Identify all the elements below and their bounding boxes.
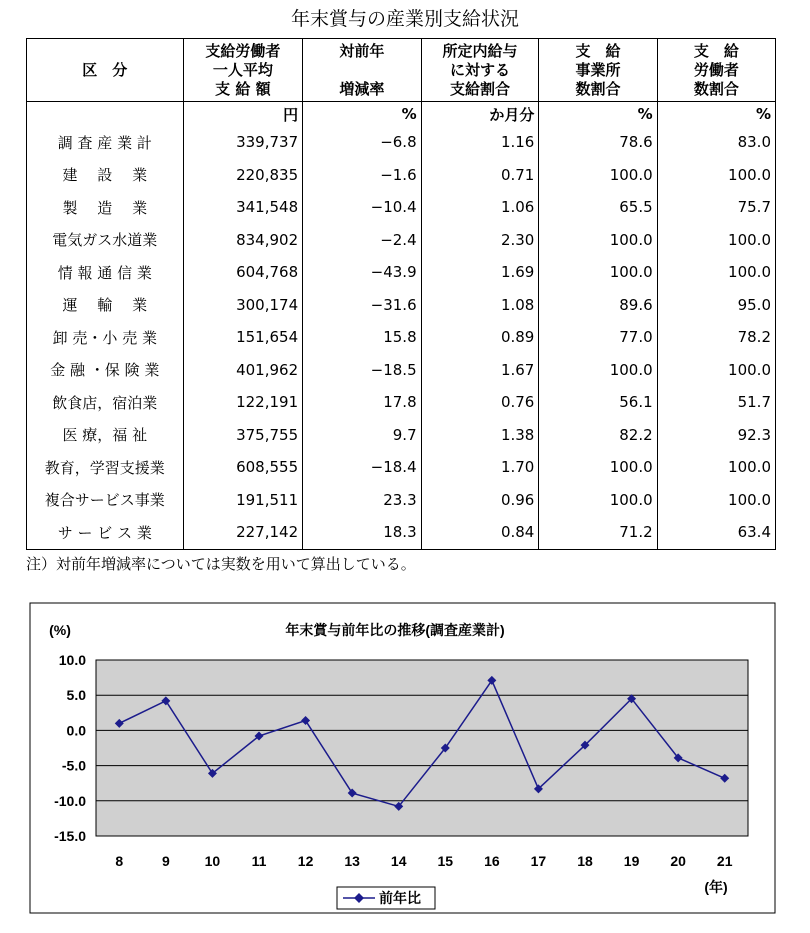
table-cell: −1.6 <box>303 159 422 192</box>
legend <box>337 887 435 909</box>
table-cell: −10.4 <box>303 191 422 224</box>
table-cell: 0.71 <box>421 159 539 192</box>
industry-name: 複合サービス事業 <box>27 484 184 517</box>
industry-name: 医 療，福 祉 <box>27 419 184 452</box>
column-header-line: 支 給 <box>693 41 739 60</box>
table-cell: 0.84 <box>421 516 539 549</box>
table-cell: 341,548 <box>183 191 303 224</box>
table-cell: −18.5 <box>303 354 422 387</box>
table-cell: 100.0 <box>657 484 775 517</box>
column-header-line: 区 分 <box>82 60 128 79</box>
industry-name: 建 設 業 <box>27 159 184 192</box>
unit-cell: 円 <box>183 102 303 127</box>
table-cell: 604,768 <box>183 256 303 289</box>
table-cell: 65.5 <box>539 191 657 224</box>
table-cell: 300,174 <box>183 289 303 322</box>
table-cell: 1.69 <box>421 256 539 289</box>
table-cell: 75.7 <box>657 191 775 224</box>
column-header-line: 数割合 <box>693 79 739 98</box>
plot-area <box>96 660 748 836</box>
table-cell: 56.1 <box>539 386 657 419</box>
column-header-line: 支給労働者 <box>205 41 281 60</box>
x-tick-label: 17 <box>530 853 547 869</box>
industry-name: 金 融 ・保 険 業 <box>27 354 184 387</box>
x-tick-label: 18 <box>577 853 593 869</box>
x-tick-label: 14 <box>390 853 407 869</box>
table-cell: 100.0 <box>539 354 657 387</box>
table-cell: 15.8 <box>303 321 422 354</box>
table-cell: 71.2 <box>539 516 657 549</box>
table-cell: 227,142 <box>183 516 303 549</box>
column-header-line: 支給割合 <box>449 79 510 98</box>
unit-cell: % <box>303 102 422 127</box>
table-cell: −43.9 <box>303 256 422 289</box>
table-cell: 92.3 <box>657 419 775 452</box>
x-tick-label: 21 <box>716 853 733 869</box>
table-cell: −31.6 <box>303 289 422 322</box>
table-cell: 339,737 <box>183 126 303 159</box>
table-cell: 375,755 <box>183 419 303 452</box>
column-header-line: 対前年 <box>339 41 385 60</box>
x-axis-unit: (年) <box>704 879 728 895</box>
table-cell: 23.3 <box>303 484 422 517</box>
unit-cell: % <box>539 102 657 127</box>
table-cell: 82.2 <box>539 419 657 452</box>
table-cell: 1.06 <box>421 191 539 224</box>
industry-name: 教育，学習支援業 <box>27 451 184 484</box>
table-cell: 95.0 <box>657 289 775 322</box>
industry-name: 情 報 通 信 業 <box>27 256 184 289</box>
table-cell: 100.0 <box>539 224 657 257</box>
table-cell: 100.0 <box>539 484 657 517</box>
industry-name: 卸 売・小 売 業 <box>27 321 184 354</box>
table-cell: 100.0 <box>657 159 775 192</box>
table-cell: 401,962 <box>183 354 303 387</box>
table-cell: 100.0 <box>657 451 775 484</box>
table-cell: 191,511 <box>183 484 303 517</box>
table-cell: 100.0 <box>539 159 657 192</box>
table-cell: 18.3 <box>303 516 422 549</box>
table-cell: −6.8 <box>303 126 422 159</box>
table-cell: 89.6 <box>539 289 657 322</box>
column-header-line: 事業所 <box>575 60 621 79</box>
column-header-line: に対する <box>449 60 510 79</box>
table-cell: 834,902 <box>183 224 303 257</box>
table-cell: 77.0 <box>539 321 657 354</box>
table-cell: 1.16 <box>421 126 539 159</box>
y-tick-label: -10.0 <box>54 792 86 809</box>
y-tick-label: -5.0 <box>61 757 86 774</box>
table-cell: 100.0 <box>539 451 657 484</box>
industry-name: 製 造 業 <box>27 191 184 224</box>
x-tick-label: 8 <box>115 853 124 869</box>
table-cell: 78.2 <box>657 321 775 354</box>
y-axis-unit: (%) <box>49 622 71 638</box>
column-header-line: 一人平均 <box>212 60 273 79</box>
table-cell: 100.0 <box>657 354 775 387</box>
table-cell: 9.7 <box>303 419 422 452</box>
table-cell: 1.67 <box>421 354 539 387</box>
table-cell: 0.89 <box>421 321 539 354</box>
column-header-line: 増減率 <box>339 79 385 98</box>
y-tick-label: 5.0 <box>66 687 86 704</box>
column-header-line: 所定内給与 <box>442 41 518 60</box>
column-header-line: 支 給 額 <box>215 79 271 98</box>
table-cell: 51.7 <box>657 386 775 419</box>
legend-label: 前年比 <box>379 890 421 906</box>
table-cell: 78.6 <box>539 126 657 159</box>
industry-name: サ ー ビ ス 業 <box>27 516 184 549</box>
table-cell: 17.8 <box>303 386 422 419</box>
table-cell: 1.08 <box>421 289 539 322</box>
x-tick-label: 12 <box>297 853 314 869</box>
table-cell: 100.0 <box>657 224 775 257</box>
unit-cell: か月分 <box>421 102 539 127</box>
x-tick-label: 9 <box>161 853 170 869</box>
industry-name: 飲食店，宿泊業 <box>27 386 184 419</box>
table-cell: 63.4 <box>657 516 775 549</box>
industry-name: 調 査 産 業 計 <box>27 126 184 159</box>
table-cell: 220,835 <box>183 159 303 192</box>
table-cell: 2.30 <box>421 224 539 257</box>
table-cell: 608,555 <box>183 451 303 484</box>
table-cell: −2.4 <box>303 224 422 257</box>
table-cell: 0.96 <box>421 484 539 517</box>
column-header-line: 支 給 <box>575 41 621 60</box>
y-tick-label: 10.0 <box>58 652 86 668</box>
table-cell: 83.0 <box>657 126 775 159</box>
industry-name: 電気ガス水道業 <box>27 224 184 257</box>
y-tick-label: 0.0 <box>66 722 86 739</box>
industry-name: 運 輸 業 <box>27 289 184 322</box>
table-cell: 151,654 <box>183 321 303 354</box>
table-cell: 1.70 <box>421 451 539 484</box>
unit-cell: % <box>657 102 775 127</box>
table-cell: −18.4 <box>303 451 422 484</box>
x-tick-label: 19 <box>623 853 640 869</box>
x-tick-label: 10 <box>204 853 221 869</box>
y-tick-label: -15.0 <box>54 828 86 844</box>
x-tick-label: 20 <box>670 853 686 869</box>
column-header-line: 労働者 <box>693 60 739 79</box>
table-title: 年末賞与の産業別支給状況 <box>290 8 519 30</box>
table-note: 注）対前年増減率については実数を用いて算出している。 <box>26 555 416 573</box>
table-cell: 122,191 <box>183 386 303 419</box>
table-cell: 0.76 <box>421 386 539 419</box>
x-tick-label: 13 <box>344 853 360 869</box>
column-header-line: 数割合 <box>575 79 621 98</box>
chart-title: 年末賞与前年比の推移(調査産業計) <box>285 622 505 638</box>
x-tick-label: 16 <box>484 853 500 869</box>
x-tick-label: 15 <box>437 853 454 869</box>
table-cell: 100.0 <box>657 256 775 289</box>
table-cell: 1.38 <box>421 419 539 452</box>
x-tick-label: 11 <box>251 853 267 869</box>
table-cell: 100.0 <box>539 256 657 289</box>
